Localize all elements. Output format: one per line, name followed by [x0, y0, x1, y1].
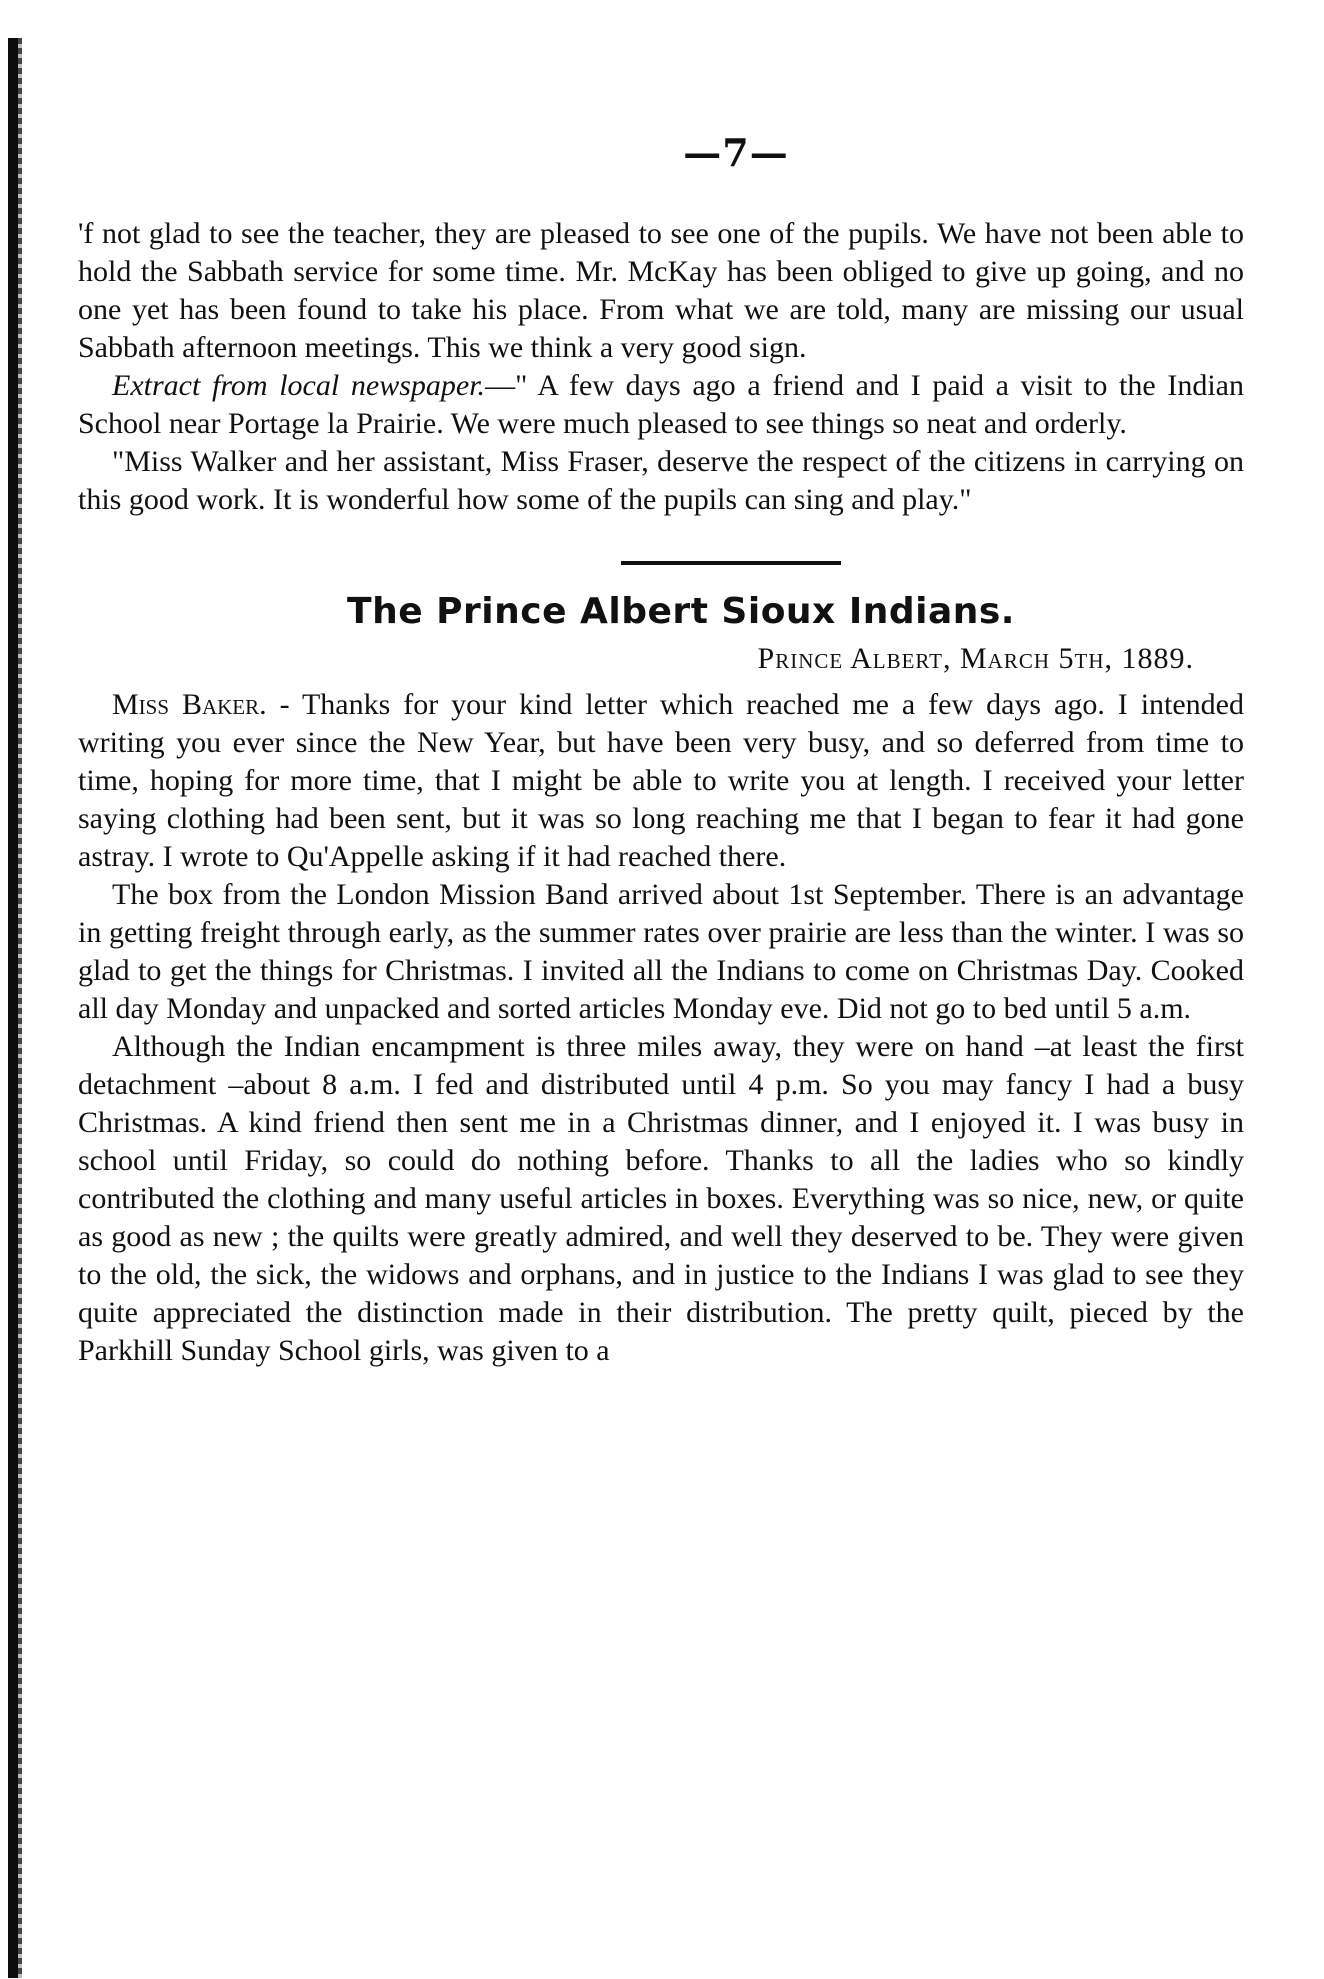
- intro-paragraph-1: 'f not glad to see the teacher, they are pleased to see one of the pupils. We have not been able to hold the Sabbath service for some time. Mr. McKay has been obliged to give up going, and no one yet has been found to take his place. From what we are told, many are missing our usual Sabbath afternoon meetings. This we think a very good sign.: [78, 217, 1244, 364]
- newspaper-extract-label: Extract from local newspaper.: [112, 369, 486, 402]
- letter-paragraph-2: The box from the London Mission Band arrived about 1st September. There is an advantage in getting freight through early, as the summer rates over prairie are less than the winter. I was so glad to get the things for Christmas. I invited all the Indians to come on Christmas Day. Cooked all day Monday and unpacked and sorted articles Monday eve. Did not go to bed until 5 a.m.: [78, 878, 1244, 1025]
- document-page: [78, 130, 1244, 1370]
- letter-paragraph-1: [78, 686, 1244, 876]
- section-divider: [621, 561, 841, 565]
- letter-paragraph-3: Although the Indian encampment is three miles away, they were on hand –at least the first detachment –about 8 a.m. I fed and distributed until 4 p.m. So you may fancy I had a busy Christmas. A kind friend then sent me in a Christmas dinner, and I enjoyed it. I was busy in school until Friday, so could do nothing before. Thanks to all the ladies who so kindly contributed the clothing and many useful articles in boxes. Everything was so nice, new, or quite as good as new ; the quilts were greatly admired, and well they deserved to be. They were given to the old, the sick, the widows and orphans, and in justice to the Indians I was glad to see they quite appreciated the distinction made in their distribution. The pretty quilt, pieced by the Parkhill Sunday School girls, was given to a: [78, 1030, 1244, 1367]
- letter-paragraph-1-text: - Thanks for your kind letter which reached me a few days ago. I intended writing you ever since the New Year, but have been very busy, and so deferred from time to time, hoping for more time, that I might be able to write you at length. I received your letter saying clothing had been sent, but it was so long reaching me that I began to fear it had gone astray. I wrote to Qu'Appelle asking if it had reached there.: [78, 688, 1244, 873]
- binding-edge-shadow: [18, 38, 22, 1978]
- page-number: —7—: [683, 130, 789, 175]
- letter-salutation: Miss Baker.: [112, 688, 267, 721]
- newspaper-extract-text: —" A few days ago a friend and I paid a visit to the Indian School near Portage la Prairie. We were much pleased to see things so neat and orderly.: [78, 369, 1244, 440]
- binding-edge: [8, 38, 18, 1978]
- intro-paragraph-3: "Miss Walker and her assistant, Miss Fraser, deserve the respect of the citizens in carrying on this good work. It is wonderful how some of the pupils can sing and play.": [78, 445, 1244, 516]
- intro-paragraph-2: [78, 367, 1244, 443]
- letter-dateline: Prince Albert, March 5th, 1889.: [757, 642, 1194, 675]
- section-title: The Prince Albert Sioux Indians.: [347, 591, 1015, 632]
